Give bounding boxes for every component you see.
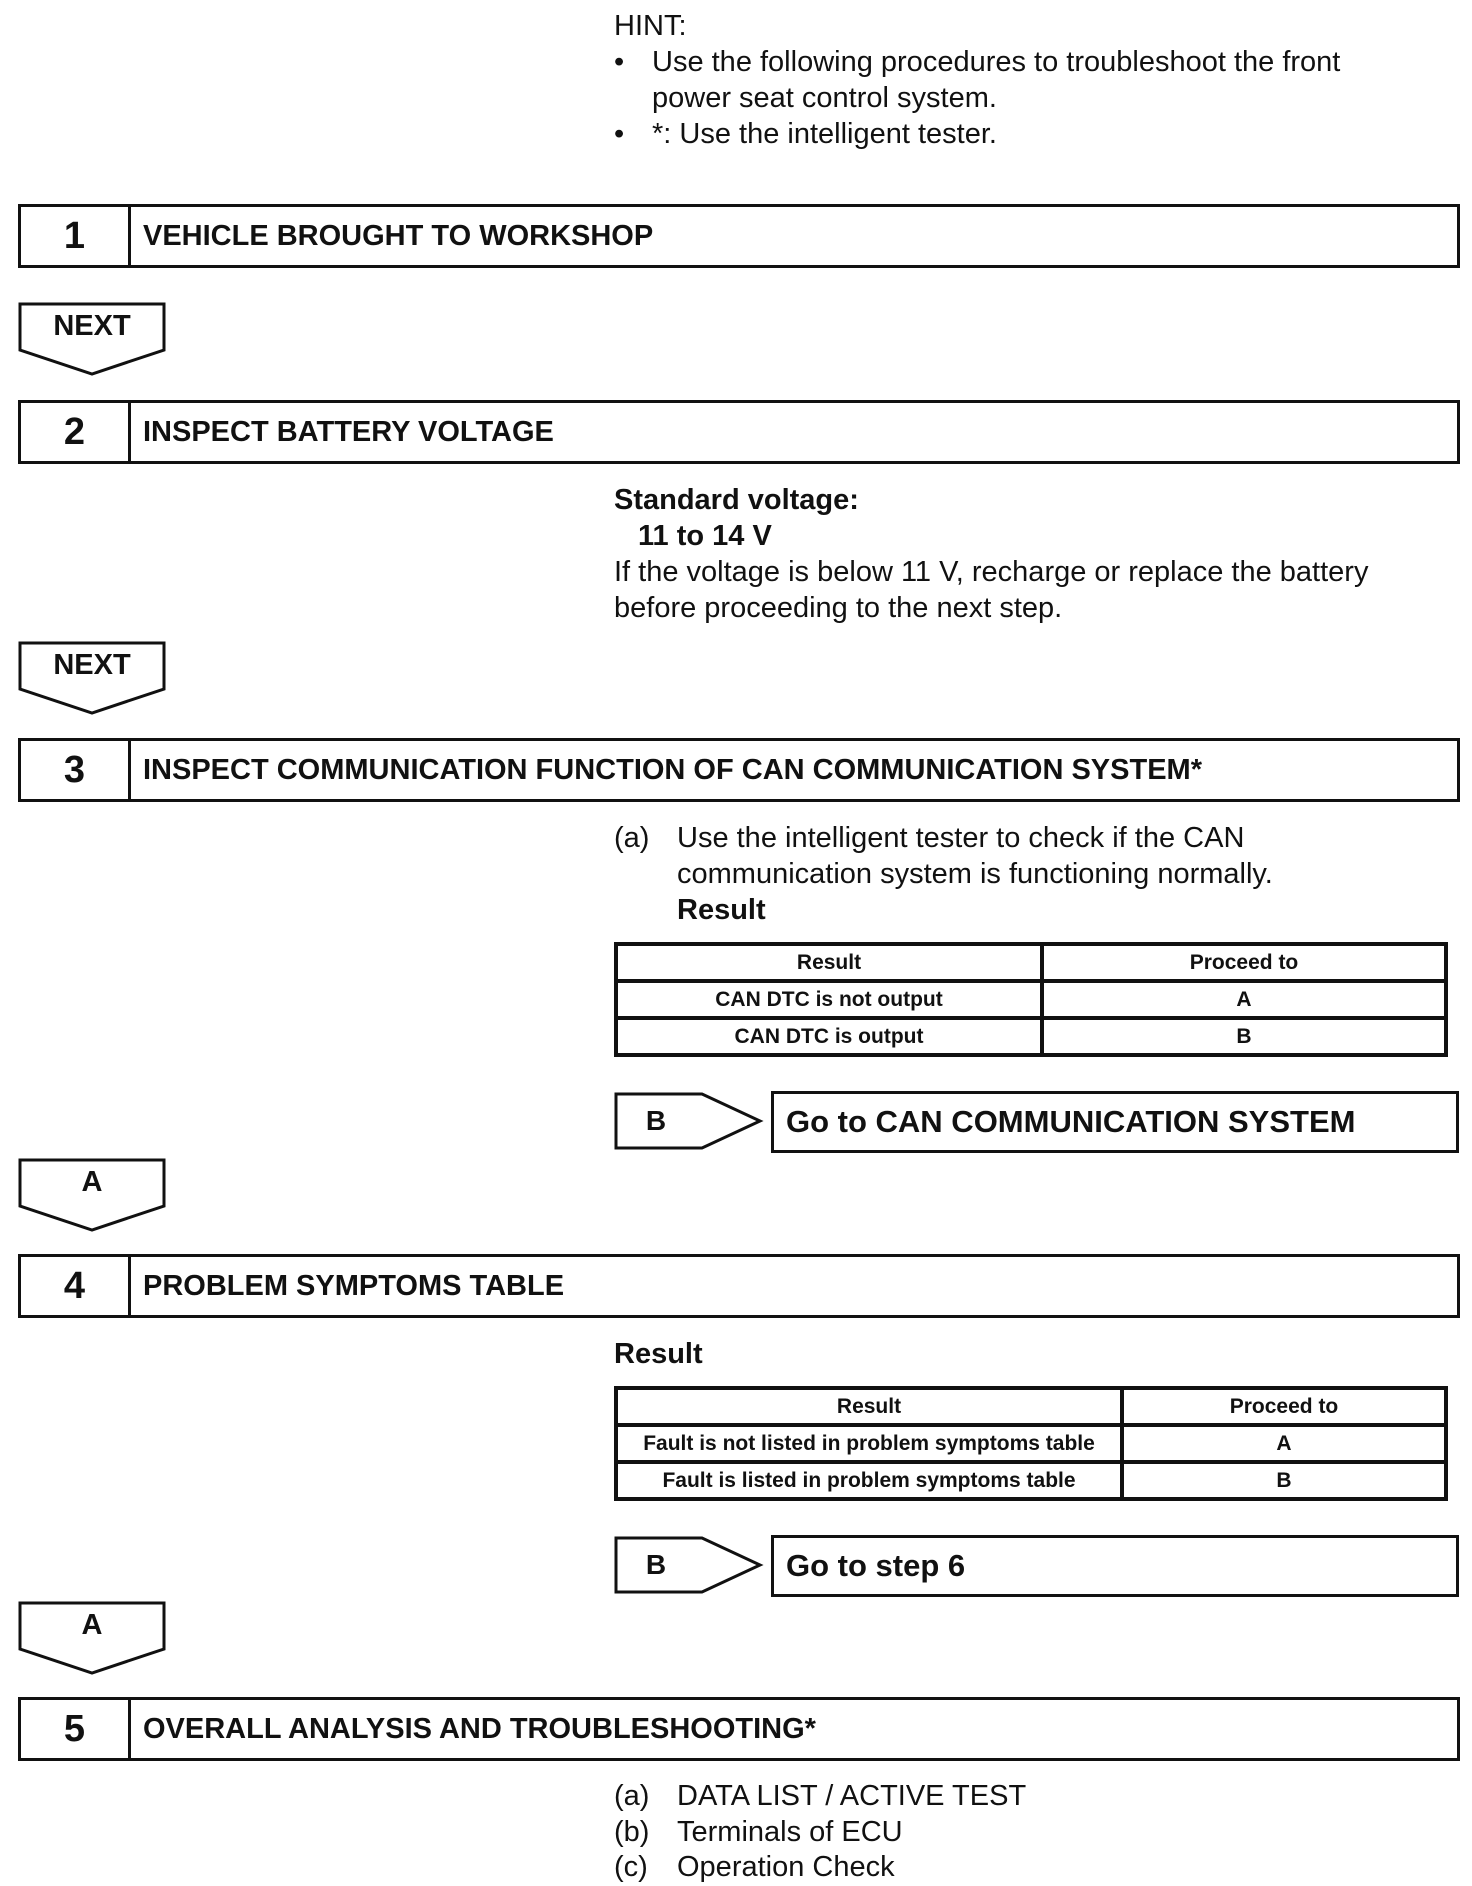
table-cell-proceed: A [1042,981,1446,1018]
step-4-header [18,1254,1460,1318]
branch-b-label: B [645,1105,667,1136]
voltage-note-line-2: before proceeding to the next step. [614,592,1063,624]
step-number: 3 [21,741,131,799]
hint-title: HINT: [614,10,687,42]
step-4-result-label: Result [614,1338,703,1370]
step-3-result-label: Result [677,894,766,926]
hint-bullet-1-cont: power seat control system. [652,82,997,114]
step-3-item-line-1: Use the intelligent tester to check if the CAN [677,822,1245,854]
next-arrow [18,302,166,376]
step-3-item-line-2: communication system is functioning normally. [677,858,1273,890]
step-title: OVERALL ANALYSIS AND TROUBLESHOOTING* [143,1712,816,1745]
step-5-item-marker: (a) [614,1780,650,1812]
table-cell-proceed: A [1122,1425,1446,1462]
step-number: 4 [21,1257,131,1315]
table-header-result: Result [616,944,1042,981]
standard-voltage-label: Standard voltage: [614,484,859,516]
step-3-header [18,738,1460,802]
next-label: NEXT [53,649,131,681]
step-title: VEHICLE BROUGHT TO WORKSHOP [143,219,654,252]
table-cell-result: Fault is not listed in problem symptoms table [616,1425,1122,1462]
step-title: INSPECT COMMUNICATION FUNCTION OF CAN COMMUNICATION SYSTEM* [143,753,1202,786]
branch-a-arrow [18,1601,166,1675]
table-cell-proceed: B [1042,1018,1446,1055]
branch-b-arrow [614,1092,764,1152]
step-5-item-marker: (c) [614,1851,648,1883]
step-number: 2 [21,403,131,461]
step-5-item-text: Operation Check [677,1851,895,1883]
branch-b-arrow [614,1536,764,1596]
goto-step-6: Go to step 6 [771,1535,1459,1597]
step-2-header [18,400,1460,464]
next-arrow [18,641,166,715]
can-result-table [614,942,1448,1057]
table-row [616,1018,1446,1055]
table-row [616,1462,1446,1499]
step-number: 1 [21,207,131,265]
step-5-header [18,1697,1460,1761]
table-row [616,981,1446,1018]
table-cell-result: CAN DTC is not output [616,981,1042,1018]
branch-a-label: A [81,1166,103,1198]
table-cell-proceed: B [1122,1462,1446,1499]
branch-b-label: B [645,1549,667,1580]
standard-voltage-value: 11 to 14 V [638,520,772,552]
next-label: NEXT [53,310,131,342]
table-header-result: Result [616,1388,1122,1425]
goto-can-communication: Go to CAN COMMUNICATION SYSTEM [771,1091,1459,1153]
step-1-header [18,204,1460,268]
step-number: 5 [21,1700,131,1758]
bullet-dot: • [614,118,625,150]
step-5-item-text: DATA LIST / ACTIVE TEST [677,1780,1027,1812]
symptoms-result-table [614,1386,1448,1501]
table-header-proceed: Proceed to [1122,1388,1446,1425]
hint-bullet-1: Use the following procedures to troubleshoot the front [652,46,1341,78]
step-5-item-marker: (b) [614,1816,650,1848]
table-header-proceed: Proceed to [1042,944,1446,981]
branch-a-arrow [18,1158,166,1232]
step-5-item-text: Terminals of ECU [677,1816,903,1848]
table-cell-result: Fault is listed in problem symptoms table [616,1462,1122,1499]
hint-bullet-2: *: Use the intelligent tester. [652,118,997,150]
step-title: INSPECT BATTERY VOLTAGE [143,415,554,448]
step-3-item-marker: (a) [614,822,650,854]
table-row [616,1425,1446,1462]
voltage-note-line-1: If the voltage is below 11 V, recharge or replace the battery [614,556,1369,588]
branch-a-label: A [81,1609,103,1641]
step-title: PROBLEM SYMPTOMS TABLE [143,1269,565,1302]
table-cell-result: CAN DTC is output [616,1018,1042,1055]
bullet-dot: • [614,46,625,78]
